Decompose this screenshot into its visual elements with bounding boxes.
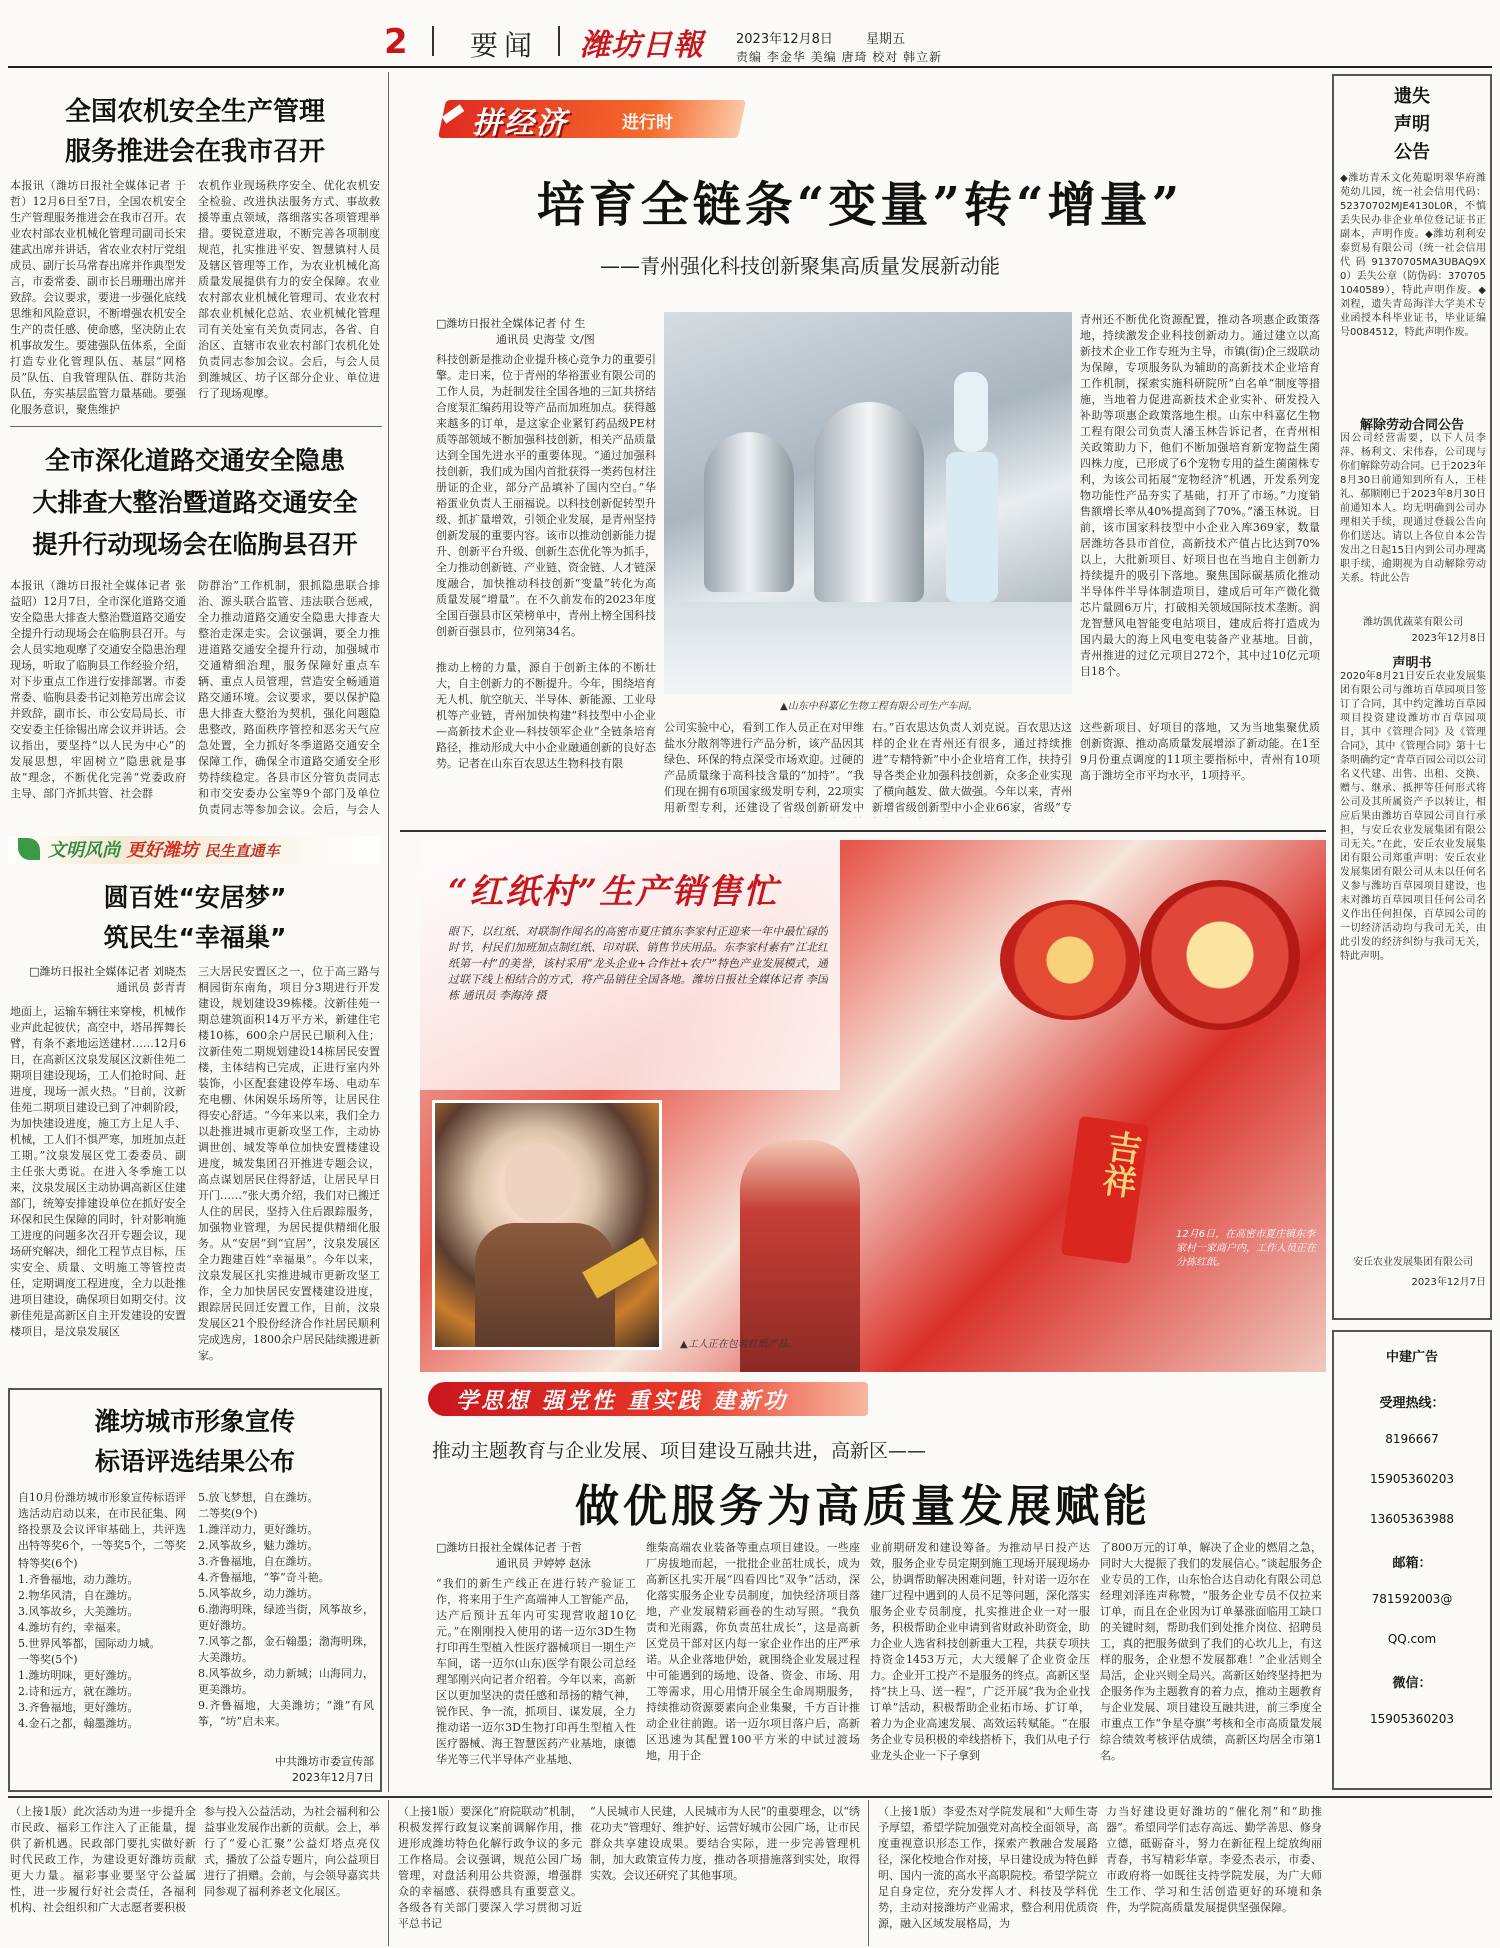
headline-line: 服务推进会在我市召开 [64, 137, 325, 167]
headline-line: 圆百姓“安居梦” [103, 883, 287, 912]
headline-line: 标语评选结果公布 [94, 1447, 295, 1476]
continued-article: “人民城市人民建，人民城市为人民”的重要理念，以“绣花功夫”管理好、维护好、运营好城市公园广场，让市民群众共享建设成果。要结合实际，进一步完善管理机制，加大政策宣传力度，推动各项措施落到实处，取得实效。会议还研究了其他事项。 [590, 1805, 860, 1882]
banner-text [48, 836, 280, 862]
article-body: 右。”百农思达负责人刘克说。百农思达这样的企业在青州还有很多，通过持续推进“专精特新”中小企业培育工作，扶持引导各类企业加强科技创新，众多企业实现了横向越发、做大做强。今年以来，青州新增省级创新型中小企业66家，省级“专 [872, 721, 1072, 814]
article-byline [10, 964, 186, 996]
tank-shape [704, 432, 794, 592]
section-divider [400, 830, 1326, 832]
article-headline [10, 440, 380, 566]
column-divider [868, 1800, 869, 1946]
notice-date: 2023年12月8日 [1411, 633, 1486, 644]
article-body: 防群治”工作机制，狠抓隐患联合排治、源头联合监管、违法联合惩戒，全力推动道路交通安全隐患大排查大整治走深走实。会议强调，要全力推进道路交通安全提升行动，加强城市交通精细治理，服务保障好重点车辆、重点人员管理，营造安全畅通道路交通环境。会议要求，要以保护隐患大排查大整治为契机，强化问题隐患整改，路面秩序管控和恶劣天气应急处置，全力抓好冬季道路交通安全保障工作，确保全市道路交通安全形势持续稳定。各县市区分管负责同志和市交安委办公室等9个部门及单位负责同志等参加会议。会后，与会人 [198, 579, 380, 816]
economy-banner [432, 92, 762, 142]
headline-line: 全市深化道路交通安全隐患 [44, 446, 345, 475]
worker-face-shape [505, 1143, 575, 1223]
main-headline: 培育全链条“变量”转“增量” [536, 177, 1184, 233]
wechat-label: 微信： [1392, 1676, 1432, 1691]
issue-date: 2023年12月8日 [736, 32, 833, 47]
continued-article: （上接1版）此次活动为进一步提升全市民政、福彩工作注入了正能量，提供了新机遇。民政部门要扎实做好新时代民政工作，为建设更好潍坊贡献更大力量。福彩事业要坚守公益属性，进一步履行好社会责任，各福利机构、社会组织和广大志愿者要积极 [10, 1805, 196, 1914]
article-headline [10, 92, 380, 172]
banner-part: 更好潍坊 [126, 840, 199, 861]
phone-number: 8196667 [1385, 1432, 1439, 1446]
notice-heading: 公告 [1394, 142, 1430, 163]
banner-part: 民生直通车 [204, 842, 280, 860]
notice-title: 解除劳动合同公告 [1359, 418, 1464, 433]
paper-logo: 潍坊日報 [580, 28, 704, 63]
column-divider [388, 1800, 389, 1946]
notice-heading: 遗失 [1394, 86, 1430, 107]
mist-shape [664, 602, 1072, 694]
email-domain: QQ.com [1387, 1632, 1437, 1646]
award-list: 特等奖(6个) 1.齐鲁福地，动力潍坊。 2.物华风清，自在潍坊。 3.风筝故乡，大美潍坊。 4.潍坊有约，幸福来。 5.世界风筝都，国际动力城。 一等奖(5个) 1.潍坊明咪，更好潍坊。 2.诗和远方，就在潍坊。 3.齐鲁福地，更好潍坊。 4.金石之都，翰墨潍坊。 [18, 1557, 161, 1730]
continued-article: （上接1版）要深化“府院联动”机制，积极发挥行政复议案前调解作用，推进形成潍坊特色化解行政争议的多元工作格局。会议强调，规范公园广场管理，对盘活利用公共资源，增强群众的幸福感、获得感具有重要意义。各级各有关部门要深入学习贯彻习近平总书记 [398, 1805, 582, 1930]
lantern-shape [1061, 1116, 1150, 1264]
masthead [0, 0, 1500, 68]
page-number: 2 [384, 22, 408, 62]
ad-title: 中建广告 [1385, 1350, 1438, 1365]
byline-line: 通讯员 尹婷婷 赵泳 [496, 1557, 591, 1570]
masthead-divider [558, 26, 560, 56]
article-body: 地面上，运输车辆往来穿梭，机械作业声此起彼伏；高空中，塔吊挥舞长臂，有条不紊地运送建材……12月6日，在高新区汶泉发展区汶新佳苑二期项目建设现场，工人们抢时间、赶进度，现场一派火热。“目前，汶新佳苑二期项目建设已到了冲刺阶段，为加快建设进度，施工方上足人手、机械，工人们不惧严寒，加班加点赶工期。”汶泉发展区党工委委员、副主任张大勇说。在进入冬季施工以来，汶泉发展区主动协调高新区住建部门，统筹安排建设单位在抓好安全环保和民生保障的同时，针对影响施工进度的问题多次召开专题会议，现场研究解决，细化工程节点目标，压实安全、质量、文明施工等管控责任，定期调度工程进度，全力以赴推进项目建设，确保项目如期交付。汶新佳苑是高新区自主开发建设的安置楼项目，是汶泉发展区 [10, 1005, 186, 1338]
labor-notice-text: 因公司经营需要，以下人员李萍、杨利文、宋伟春，公司现与你们解除劳动合同。已于2023年8月30日前通知到所有人，王桂礼、郝顺刚已于2023年8月30日前通知本人。均无明确到公司办理相关手续，现通过登载公告向你们送达。请以上各位自本公告发出之日起15日内到公司办理离职手续，逾期视为自动解除劳动关系。特此公告 [1340, 433, 1486, 584]
article-body: 三大居民安置区之一，位于高三路与桐园街东南角，项目分3期进行开发建设，规划建设39栋楼。汶新佳苑一期总建筑面积14万平方米，新建住宅楼10栋，600余户居民已顺利入住；汶新佳苑二期规划建设14栋居民安置楼，主体结构已完成，正进行室内外装饰，小区配套建设停车场、电动车充电棚、休闲娱乐场所等，让居民住得安心舒适。“今年来以来，我们全力以赴推进城市更新攻坚工作，主动协调世创、城发等单位加快安置楼建设进度，城发集团召开推进专题会议，高点谋划居民住得舒适，让居民早日开门……”张大勇介绍，我们对已搬迁人住的居民，坚持入住后跟踪服务，加强物业管理，为居民提供精细化服务。从“安居”到“宜居”，汶泉发展区全力跑建百姓“幸福巢”。今年以来，汶泉发展区扎实推进城市更新攻坚工作，全力加快居民安置楼建设进度，跟踪居民回迁安置工作，目前，汶泉发展区21个股份经济合作社居民顺利完成选房，1800余户居民陆续搬进新家。 [198, 965, 380, 1362]
article-headline: 做优服务为高质量发展赋能 [575, 1481, 1151, 1532]
article-headline [10, 878, 380, 958]
signature-line: 2023年12月7日 [292, 1771, 374, 1784]
declaration-signature: 安丘农业发展集团有限公司 [1353, 1257, 1473, 1268]
headline-line: 筑民生“幸福巢” [103, 923, 287, 952]
article-byline [436, 1540, 636, 1572]
article-intro: 自10月份潍坊城市形象宣传标语评选活动启动以来，在市民征集、网络投票及会议评审基础上，共评选出特等奖6个，一等奖5个，二等奖 [18, 1491, 186, 1552]
byline-line: □潍坊日报社全媒体记者 于哲 [436, 1541, 582, 1554]
continued-article: 参与投入公益活动，为社会福利和公益事业发展作出新的贡献。会上，举行了“爱心汇聚”公益灯塔点亮仪式，播放了公益专题片，向公益项目进行了捐赠。会前，与会领导嘉宾共同参观了福利养老文化展区。 [204, 1805, 380, 1898]
main-subheadline: ——青州强化科技创新聚集高质量发展新动能 [600, 254, 1000, 278]
lost-notice-text: ◆潍坊青禾文化苑聪明翠华府潍苑幼儿园，统一社会信用代码：52370702MJE4130L0R，不慎丢失民办非企业单位登记证书正副本，声明作废。◆潍坊利利安泰贸易有限公司（统一社会信用代码91370705MA3UBAQ9X0）丢失公章（防伪码：3707051040589），特此声明作废。◆刘程，遗失青岛海洋大学美术专业函授本科毕业证书，毕业证编号0084512，特此声明作废。 [1340, 173, 1486, 338]
article-kicker: 推动主题教育与企业发展、项目建设互融共进，高新区—— [432, 1440, 927, 1462]
byline-line: □潍坊日报社全媒体记者 刘晓杰 [29, 965, 186, 978]
civilization-banner [8, 830, 380, 870]
headline-line: 全国农机安全生产管理 [64, 97, 325, 127]
lantern-text: 吉祥 [1094, 1127, 1144, 1201]
article-body: “我们的新生产线正在进行转产验证工作，将来用于生产高端神人工智能产品，达产后预计五年内可实现营收超10亿元。”在刚刚投入使用的诺一迈尔3D生物打印再生型植入性医疗器械项目一期生产车间，诺一迈尔(山东)医学有限公司总经理邹刚兴向记者介绍着。今年以来，高新区以更加坚决的责任感和昂扬的精气神，锐作民、争一流，抓项目、谋发展，全力推动诺一迈尔3D生物打印再生型植入性医疗器械、海王智慧医药产业基地，康德华光等三代半导体产业基地、 [436, 1577, 636, 1766]
worker-shape [954, 372, 988, 452]
issue-weekday: 星期五 [866, 32, 906, 47]
email-label: 邮箱： [1392, 1556, 1432, 1571]
byline-line: 通讯员 彭青青 [116, 981, 186, 994]
photo-story-text: 眼下，以红纸、对联制作闻名的高密市夏庄镇东李家村正迎来一年中最忙碌的时节，村民们加班加点制红纸、印对联、销售节庆用品。东李家村素有“江北红纸第一村”的美誉，该村采用“龙头企业+合作社+农户”特色产业发展模式，通过联下线上相结合的方式，将产品销往全国各地。潍坊日报社全媒体记者 李国栋 通讯员 李海涛 摄 [448, 925, 828, 1002]
headline-line: 提升行动现场会在临朐县召开 [32, 530, 358, 559]
signature-line: 中共潍坊市委宣传部 [275, 1755, 374, 1768]
headline-line: 大排查大整治暨道路交通安全 [32, 488, 358, 517]
worker-shape [946, 452, 998, 602]
article-signature [198, 1754, 374, 1786]
article-body: 农机作业现场秩序安全、优化农机安全检验、改进执法服务方式、事故救援等重点领域，落细落实各项管理举措。要锐意进取，不断完善各项制度规范，扎实推进平安、智慧镇村人员及辖区管理等工作，为农业机械化高质量发展提供有力的安全保障。农业农村部农业机械化管理司、农业农村部农业机械化总站、农业机械化管理司有关处室有关负责同志，各省、自治区、直辖市农业农村部门农机化处负责同志参加会议。会后，与会人员到潍城区、坊子区部分企业、单位进行了现场观摩。 [198, 179, 380, 400]
photo-story-headline: “红纸村”生产销售忙 [448, 872, 780, 912]
wechat-id: 15905360203 [1370, 1712, 1454, 1726]
banner-text: 学思想 强党性 重实践 建新功 [456, 1389, 788, 1414]
byline-line: □潍坊日报社全媒体记者 付 生 [436, 317, 586, 330]
notice-signature: 潍坊凯优蔬菜有限公司 [1363, 617, 1463, 628]
article-body: 青州还不断优化资源配置，推动各项惠企政策落地，持续激发企业科技创新动力。通过建立以高新技术企业工作专班为主导，市镇(街)企三级联动为保障，专项服务队为辅助的高新技术企业培育工作机制，探索实施科研院所“白名单”制度等措施，当地着力促进高新技术企业实补、研发投入补助等项惠企政策落地生根。山东中科嘉亿生物工程有限公司负责人潘玉林告诉记者，在青州相关政策助力下，他们不断加强培育新宠物益生菌四株力度，已形成了6个宠物专用的益生菌菌株专利，为该公司拓展“宠物经济”机遇，开发系列宠物功能性产品夯实了基础，打开了市场。”力度销售额增长率从40%提高到了70%。”潘玉林说。目前，该市国家科技型中小企业入库369家，数量居潍坊各县市首位，高新技术产值占比达到70%以上，大批新项目、好项目也在当地自主创新力持续提升的吸引下落地。聚焦国际碳基质化推动半导体件半导体制造项目，建成后可年产微化微芯片量圆6万片，打破相关领域国际技术垄断。润龙智慧风电智能变电站项目，建成后将打造成为国内最大的海上风电变电装备产业基地。目前，青州推进的过亿元项目272个，其中过10亿元项目18个。 [1080, 313, 1320, 678]
papercut-shape [1000, 900, 1140, 1020]
article-body: 业前期研发和建设筹备。为推动早日投产达效，服务企业专员定期到施工现场开展现场办公，协调帮助解决困难问题，针对诺一迈尔在建厂过程中遇到的人员不足等问题，深化落实服务企业专员制度，扎实推进企业一对一服务，积极帮助企业申请到省财政补助资金，助力企业人选省科技创新重大工程，共获专项扶持资金1453万元，大大缓解了企业资金压力。企业开工投产不是服务的终点。高新区坚持“扶上马、送一程”，广泛开展“我为企业找订单”活动，积极帮助企业拓市场、扩订单，着力为企业高速发展、高效运转赋能。“在服务企业专员积极的牵线搭桥下，我们从电子行业龙头企业一下子拿到 [870, 1541, 1090, 1762]
masthead-rule [8, 66, 1492, 68]
banner-subtitle: 进行时 [622, 113, 673, 133]
declaration-date: 2023年12月7日 [1411, 1277, 1486, 1288]
advertisement-box [1332, 1330, 1492, 1790]
article-body: 了800万元的订单，解决了企业的燃眉之急，同时大大提振了我们的发展信心。”谈起服务企业专员的工作，山东怡合达自动化有限公司总经理刘泽连声称赞，“服务企业专员不仅拉来订单，而且在企业因为订单暴涨面临用工缺口的关键时刻，帮助我们到处推介岗位、招聘员工，真的把服务做到了我们的心坎儿上，有这样的服务，企业想不发展都难！”企业活则全局活，企业兴则全局兴。高新区始终坚持把为企服务作为主题教育的着力点，推动主题教育与企业发展、项目建设互融共进，前三季度全市重点工作“争星夺旗”考核和全市高质量发展综合绩效考核评估成绩，高新区均居全市第1名。 [1100, 1541, 1322, 1762]
article-body: 推动上榜的力量，源自于创新主体的不断壮大，自主创新力的不断提升。今年，围绕培育无人机、航空航天、半导体、新能源、工业母机等产业链，青州加快构建“科技型中小企业—高新技术企业—科技领军企业”全链条培育路径，推动形成大中小企业融通创新的良好态势。记者在山东百农思达生物科技有限 [436, 661, 656, 770]
theme-education-banner [428, 1378, 868, 1420]
award-list: 5.放飞梦想，自在潍坊。 二等奖(9个) 1.潍洋动力，更好潍坊。 2.风筝故乡，魅力潍坊。 3.齐鲁福地，自在潍坊。 4.齐鲁福地，“筝”奇斗艳。 5.风筝故乡，动力潍坊。 6.渤海明珠，绿迹当街，风筝故乡，更好潍坊。 7.风筝之都，金石翰墨；渤海明珠，大美潍坊。 8.风筝故乡，动力新城；山海同力，更美潍坊。 9.齐鲁福地，大美潍坊；“潍”有风筝，“坊”启未来。 [198, 1491, 374, 1728]
factory-photo [664, 312, 1072, 694]
article-body: 维柴高端农业装备等重点项目建设。一些座厂房拔地而起，一批批企业茁壮成长，成为高新区扎实开展“四看四比”双争”活动，深化落实服务企业专员制度，加快经济项目落地，产业发展精彩画卷的生动写照。“我负责和光雨露，你负责茁壮成长”，这是高新区党员干部对区内每一家企业作出的庄严承诺。从企业落地伊始，就围绕企业发展过程中可能遇到的场地、设备、资金、市场、用工等需求，用心用情开展全生命周期服务，持续推动资源要素向企业集聚，千方百计推动企业往前跑。诺一迈尔项目落户后，高新区迅速为其配置100平方米的中试过渡场地，用于企 [646, 1541, 860, 1762]
masthead-divider [432, 26, 434, 56]
continued-article: 力当好建设更好潍坊的“催化剂”和“助推器”。希望同学们志存高远、勤学善思、修身立德，砥砺奋斗，努力在新征程上绽放绚丽青春，书写精彩华章。李爱杰表示，市委、市政府将一如既往支持学院发展，为广大师生工作、学习和生活创造更好的环境和条件，为学院高质量发展提供坚强保障。 [1106, 1805, 1322, 1914]
photo-caption: 12月6日，在高密市夏庄镇东李家村一家商户内，工作人员正在分拣红纸。 [1176, 1229, 1316, 1268]
byline-line: 通讯员 史海莹 文/图 [496, 333, 595, 346]
notices-column [1332, 74, 1492, 1320]
article-divider [10, 426, 382, 427]
hotline-label: 受理热线： [1379, 1396, 1445, 1411]
column-divider [388, 72, 389, 1792]
declaration-title: 声明书 [1392, 656, 1432, 671]
headline-line: 潍坊城市形象宣传 [94, 1407, 295, 1436]
article-body: 本报讯（潍坊日报社全媒体记者 张益昭）12月7日，全市深化道路交通安全隐患大排查大整治暨道路交通安全提升行动现场会在临朐县召开。与会人员实地观摩了交通安全隐患治理现场，听取了临朐县工作经验介绍，对下步重点工作进行安排部署。市委常委、临朐县委书记刘艳芳出席会议并致辞，副市长、市公安局局长、市交安委主任徐锡出席会议并讲话。会议指出，要坚持“以人民为中心”的发展思想，牢固树立“隐患就是事故”理念，不断优化完善“党委政府主导、部门齐抓共管、社会群 [10, 579, 186, 800]
tank-shape [814, 402, 924, 602]
editor-credits: 责编 李金华 美编 唐琦 校对 韩立新 [736, 50, 943, 64]
email-address: 781592003@ [1371, 1592, 1453, 1606]
article-body: 这些新项目、好项目的落地，又为当地集聚优质创新资源、推动高质量发展增添了新动能。在1至9月份重点调度的11项主要指标中，青州有10项高于潍坊全市平均水平，1项持平。 [1080, 721, 1320, 782]
phone-number: 15905360203 [1370, 1472, 1454, 1486]
section-name: 要闻 [470, 29, 539, 62]
continued-article: （上接1版）李爱杰对学院发展和“大师生寄予厚望，希望学院加强党对高校全面领导，高度重视意识形态工作，探索产教融合发展路径，深化校地合作对接，早日建设成为特色鲜明、国内一流的高水平高职院校。希望学院立足自身定位，充分发挥人才、科技及学科优势，主动对接潍坊产业需求，整合利用优质资源，融入区域发展格局，为 [878, 1805, 1098, 1930]
packing-photo [432, 1100, 662, 1350]
article-body: 公司实验中心，看到工作人员正在对甲维盐水分散剂等进行产品分析，该产品因其绿色、环保的特点深受市场欢迎。过硬的产品质量缘于高科技含量的“加持”。“我们现在拥有6项国家级发明专利，22项实用新型专利，还建设了省级创新研发中 [664, 721, 864, 814]
banner-title: 拼经济 [472, 106, 568, 141]
bottom-divider [8, 1796, 1492, 1798]
article-byline [436, 316, 656, 348]
photo-caption: ▲山东中科嘉亿生物工程有限公司生产车间。 [780, 701, 978, 712]
article-headline [10, 1402, 380, 1482]
declaration-text: 2020年8月21日安丘农业发展集团有限公司与潍坊百草园项目签订了合同，其中约定潍坊百草园项目投资建设潍坊市百草园项目，其中《管理合同》及《管理合同》，其中《管理合同》第十七条明确约定“青草百园公司以公司名义代建、出售、出租、交换、赠与、继承、抵押等任何形式将公司及其所属资产予以转让，相应后果由潍坊百草园公司自行承担，与安丘农业发展集团有限公司无关。”在此，安丘农业发展集团有限公司郑重声明：安丘农业发展集团有限公司从未以任何名义参与潍坊百草园项目建设，也未对潍坊百草园项目任何公司名义作出任何担保，百草园公司的一切经济活动均与我司无关，由此引发的经济纠纷与我司无关，特此声明。 [1340, 671, 1486, 962]
leaf-icon [18, 838, 40, 860]
banner-part: 文明风尚 [48, 840, 120, 861]
phone-number: 13605363988 [1370, 1512, 1454, 1526]
article-body: 本报讯（潍坊日报社全媒体记者 于哲）12月6日至7日，全国农机安全生产管理服务推进会在我市召开。农业农村部农业机械化管理司副司长宋建武出席并讲话，省农业农村厅党组成员、副厅长马常春出席并作典型发言，市委常委、副市长吕珊珊出席并致辞。会议要求，要进一步强化底线思维和风险意识，不断增强农机安全生产的责任感、使命感，坚决防止农机事故发生。要建强队伍体系，全面打造专业化管理队伍、基层“网格员”队伍、自我管理队伍、群防共治队伍，夯实基层监管力量基础。要强化服务意识，聚焦维护 [10, 179, 186, 416]
photo-caption: ▲工人正在包装红纸产品。 [680, 1339, 798, 1350]
article-body: 科技创新是推动企业提升核心竞争力的重要引擎。走日来，位于青州的华裕蛋业有限公司的工作人员，为赶制发往全国各地的三缸共挤结合度泵汇编药用设等产品而加班加点。获得越来越多的订单，是这家企业紧钉药品级PE材质等部领域不断加强科技创新，相关产品质量达到全国先进水平的重要体现。“通过加强科技创新，我们成为国内首批获得一类药包材注册证的企业，部分产品填补了国内空白。”华裕蛋业负责人王丽福说。以科技创新促转型升级、抓扩量增效，引领企业发展，是青州坚持创新发展的重要内容。该市以推动创新能力提升、创新平台升级、创新生态优化等为抓手，全力推动创新链、产业链、资金链、人才链深度融合，加快推动科技创新“变量”转化为高质量发展“增量”。在不久前发布的2023年度全国百强县市区荣榜单中，青州上榜全国科技创新百强县市，位列第34名。 [436, 353, 656, 638]
notice-heading: 声明 [1394, 114, 1430, 135]
papercut-shape [1140, 880, 1300, 1030]
